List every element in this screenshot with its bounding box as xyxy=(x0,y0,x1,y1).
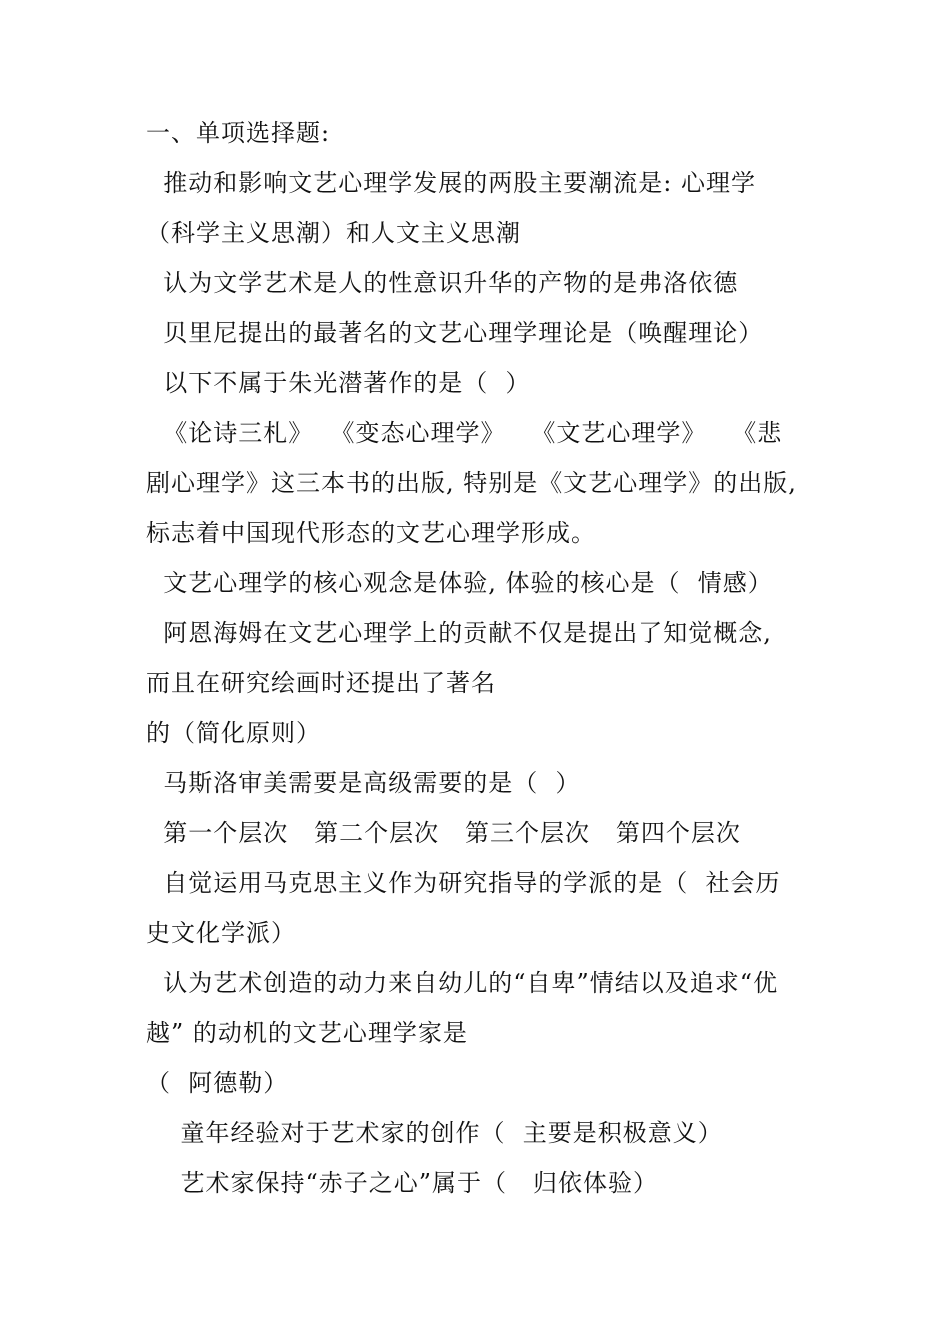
text-line: 《论诗三札》 《变态心理学》 《文艺心理学》 《悲 xyxy=(146,419,783,447)
text-line: 文艺心理学的核心观念是体验, 体验的核心是（ 情感） xyxy=(146,569,773,597)
text-line: 标志着中国现代形态的文艺心理学形成。 xyxy=(146,519,596,547)
text-line: 童年经验对于艺术家的创作（ 主要是积极意义） xyxy=(146,1119,723,1147)
text-line: 史文化学派） xyxy=(146,919,296,947)
text-line: 以下不属于朱光潜著作的是（ ） xyxy=(146,369,531,397)
text-line: 第一个层次 第二个层次 第三个层次 第四个层次 xyxy=(146,819,741,847)
text-line: 艺术家保持“赤子之心”属于（ 归依体验） xyxy=(146,1169,658,1197)
text-line: （ 阿德勒） xyxy=(146,1069,289,1097)
text-line: 认为艺术创造的动力来自幼儿的“自卑”情结以及追求“优 xyxy=(146,969,779,997)
text-line: 越” 的动机的文艺心理学家是 xyxy=(146,1019,468,1047)
text-line: 认为文学艺术是人的性意识升华的产物的是弗洛依德 xyxy=(146,269,739,297)
section-heading: 一、单项选择题: xyxy=(146,119,331,147)
text-line: 而且在研究绘画时还提出了著名 xyxy=(146,669,496,697)
text-line: 阿恩海姆在文艺心理学上的贡献不仅是提出了知觉概念, xyxy=(146,619,772,647)
text-line: 的（简化原则） xyxy=(146,719,321,747)
text-line: 剧心理学》这三本书的出版, 特别是《文艺心理学》的出版, xyxy=(146,469,797,497)
text-line: 贝里尼提出的最著名的文艺心理学理论是（唤醒理论） xyxy=(146,319,764,347)
text-line: （科学主义思潮）和人文主义思潮 xyxy=(146,219,521,247)
text-line: 推动和影响文艺心理学发展的两股主要潮流是: 心理学 xyxy=(146,169,756,197)
text-line: 马斯洛审美需要是高级需要的是（ ） xyxy=(146,769,581,797)
text-line: 自觉运用马克思主义作为研究指导的学派的是（ 社会历 xyxy=(146,869,781,897)
